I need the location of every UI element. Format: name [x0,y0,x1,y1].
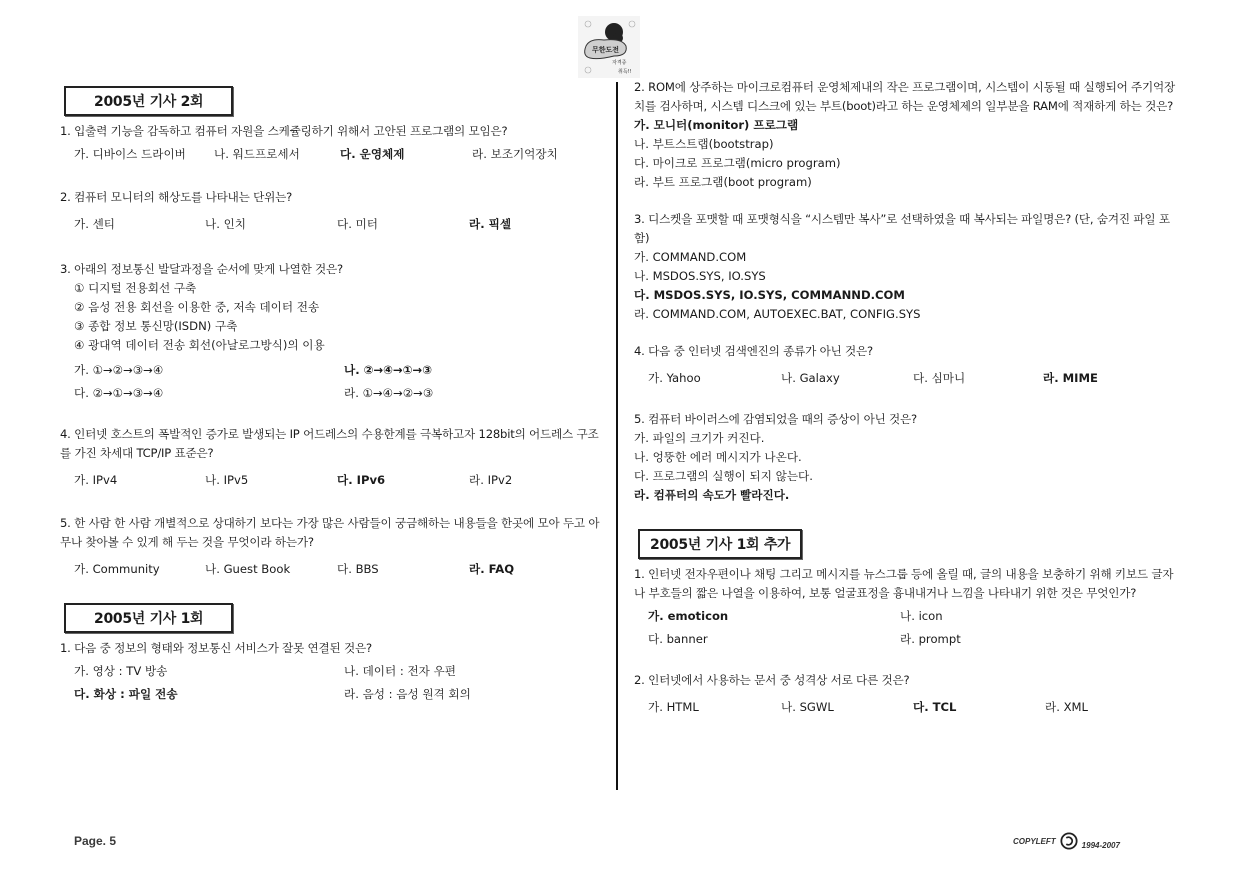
question-text: 3. 디스켓을 포맷할 때 포맷형식을 “시스템만 복사”로 선택하였을 때 복사되는 파일명은? (단, 숨겨진 파일 포함) [634,212,1170,245]
option-na: 나. IPv5 [205,473,249,487]
question-2 [634,671,1179,717]
sequence-item-1: ① 디지털 전용회선 구축 [74,281,197,295]
sequence-items [60,279,605,355]
copyleft-icon [1060,832,1078,850]
options-row [634,369,1179,388]
svg-text:자격증: 자격증 [612,60,627,66]
question-text: 5. 한 사람 한 사람 개별적으로 상대하기 보다는 가장 많은 사람들이 궁금해하는 내용들을 한곳에 모아 두고 아무나 찾아볼 수 있게 해 두는 것을 무엇이라 하는가? [60,516,600,549]
svg-text:취득!!: 취득!! [618,69,632,75]
section-title-2005-1: 2005년 기사 1회 [64,603,233,633]
option-ga: 가. Yahoo [648,371,701,385]
question-4 [60,425,605,490]
question-text: 1. 다음 중 정보의 형태와 정보통신 서비스가 잘못 연결된 것은? [60,641,372,655]
option-da-answer: 다. IPv6 [337,473,386,487]
option-ra-answer: 라. 픽셀 [469,217,512,231]
option-na: 나. icon [900,609,943,623]
left-column [60,86,605,706]
question-1 [60,122,605,164]
options-grid [634,605,1179,651]
question-1 [60,639,605,706]
question-text: 1. 입출력 기능을 감독하고 컴퓨터 자원을 스케쥴링하기 위해서 고안된 프로그램의 모임은? [60,124,508,138]
option-na: 나. MSDOS.SYS, IO.SYS [634,269,766,283]
option-ra-answer: 라. MIME [1043,371,1098,385]
option-ra: 라. XML [1045,700,1088,714]
sequence-item-4: ④ 광대역 데이터 전송 회선(아날로그방식)의 이용 [74,338,325,352]
option-ra: 라. IPv2 [469,473,513,487]
option-ga: 가. ①→②→③→④ [74,363,164,377]
option-da: 다. 미터 [337,217,378,231]
sequence-item-2: ② 음성 전용 회선을 이용한 중, 저속 데이터 전송 [74,300,320,314]
copyleft-label: COPYLEFT [1013,836,1056,846]
question-text: 4. 인터넷 호스트의 폭발적인 증가로 발생되는 IP 어드레스의 수용한계를 극복하고자 128bit의 어드레스 구조를 가진 차세대 TCP/IP 표준은? [60,427,599,460]
copyleft-mark [1013,832,1120,850]
question-text: 3. 아래의 정보통신 발달과정을 순서에 맞게 나열한 것은? [60,262,344,276]
options-list [634,116,1179,192]
question-text: 2. 컴퓨터 모니터의 해상도를 나타내는 단위는? [60,190,293,204]
question-3 [60,260,605,405]
option-ra-answer: 라. 컴퓨터의 속도가 빨라진다. [634,488,790,502]
option-ga: 가. 센티 [74,217,115,231]
options-row [60,145,605,164]
question-text: 4. 다음 중 인터넷 검색엔진의 종류가 아닌 것은? [634,344,874,358]
option-ga: 가. COMMAND.COM [634,250,747,264]
mascot-logo-icon [578,16,640,78]
option-ga: 가. Community [74,562,160,576]
option-da-answer: 다. MSDOS.SYS, IO.SYS, COMMANND.COM [634,288,905,302]
column-divider [616,82,618,790]
option-ra: 라. 보조기억장치 [472,147,558,161]
option-da: 다. BBS [337,562,379,576]
option-ga-answer: 가. emoticon [648,609,729,623]
question-text: 2. ROM에 상주하는 마이크로컴퓨터 운영체제내의 작은 프로그램이며, 시스템이 시동될 때 실행되어 주기억장치를 검사하며, 시스템 디스크에 있는 부트(boot)라고 하는 운영체제의 일부분을 RAM에 적재하게 하는 것은? [634,80,1176,113]
option-na: 나. 엉뚱한 에러 메시지가 나온다. [634,450,802,464]
option-da-answer: 다. TCL [913,700,957,714]
option-da: 다. ②→①→③→④ [74,386,164,400]
options-row [60,471,605,490]
option-ga: 가. 파일의 크기가 커진다. [634,431,765,445]
option-na: 나. Guest Book [205,562,291,576]
question-2 [634,78,1179,192]
option-ga: 가. 영상 : TV 방송 [74,664,168,678]
svg-text:무한도전: 무한도전 [592,46,620,54]
option-da-answer: 다. 화상 : 파일 전송 [74,687,178,701]
option-ra: 라. ①→④→②→③ [344,386,434,400]
option-ra-answer: 라. FAQ [469,562,515,576]
option-na: 나. 워드프로세서 [214,147,300,161]
option-da: 다. 심마니 [913,371,966,385]
question-4 [634,342,1179,388]
option-ga: 가. 디바이스 드라이버 [74,147,186,161]
copyleft-years: 1994-2007 [1081,840,1120,850]
option-na: 나. SGWL [781,700,834,714]
section-title-2005-1-extra: 2005년 기사 1회 추가 [638,529,802,559]
question-text: 1. 인터넷 전자우편이나 채팅 그리고 메시지를 뉴스그룹 등에 올릴 때, 글의 내용을 보충하기 위해 키보드 글자나 부호들의 짧은 나열을 이용하여, 보통 얼굴표정을 흉내내거나 느낌을 나타내기 위한 것은 무엇인가? [634,567,1174,600]
option-na: 나. 데이터 : 전자 우편 [344,664,456,678]
option-ga: 가. HTML [648,700,699,714]
options-grid [60,359,605,405]
option-ga: 가. IPv4 [74,473,118,487]
question-2 [60,188,605,234]
option-da: 다. 마이크로 프로그램(micro program) [634,156,841,170]
question-text: 5. 컴퓨터 바이러스에 감염되었을 때의 증상이 아닌 것은? [634,412,918,426]
option-da: 다. 프로그램의 실행이 되지 않는다. [634,469,813,483]
right-column [634,78,1179,717]
option-ra: 라. prompt [900,632,961,646]
question-5 [634,410,1179,505]
option-ga-answer: 가. 모니터(monitor) 프로그램 [634,118,799,132]
sequence-item-3: ③ 종합 정보 통신망(ISDN) 구축 [74,319,238,333]
option-da: 다. banner [648,632,708,646]
page-number: Page. 5 [74,834,117,848]
option-ra: 라. COMMAND.COM, AUTOEXEC.BAT, CONFIG.SYS [634,307,921,321]
options-row [60,560,605,579]
option-na-answer: 나. ②→④→①→③ [344,363,433,377]
option-na: 나. 부트스트랩(bootstrap) [634,137,774,151]
options-list [634,429,1179,505]
option-ra: 라. 부트 프로그램(boot program) [634,175,812,189]
option-na: 나. Galaxy [781,371,840,385]
options-row [60,215,605,234]
option-ra: 라. 음성 : 음성 원격 회의 [344,687,471,701]
question-1 [634,565,1179,651]
question-5 [60,514,605,579]
option-na: 나. 인치 [205,217,246,231]
options-list [634,248,1179,324]
question-3 [634,210,1179,324]
options-grid [60,660,605,706]
option-da-answer: 다. 운영체제 [340,147,405,161]
section-title-2005-2: 2005년 기사 2회 [64,86,233,116]
options-row [634,698,1179,717]
question-text: 2. 인터넷에서 사용하는 문서 중 성격상 서로 다른 것은? [634,673,910,687]
